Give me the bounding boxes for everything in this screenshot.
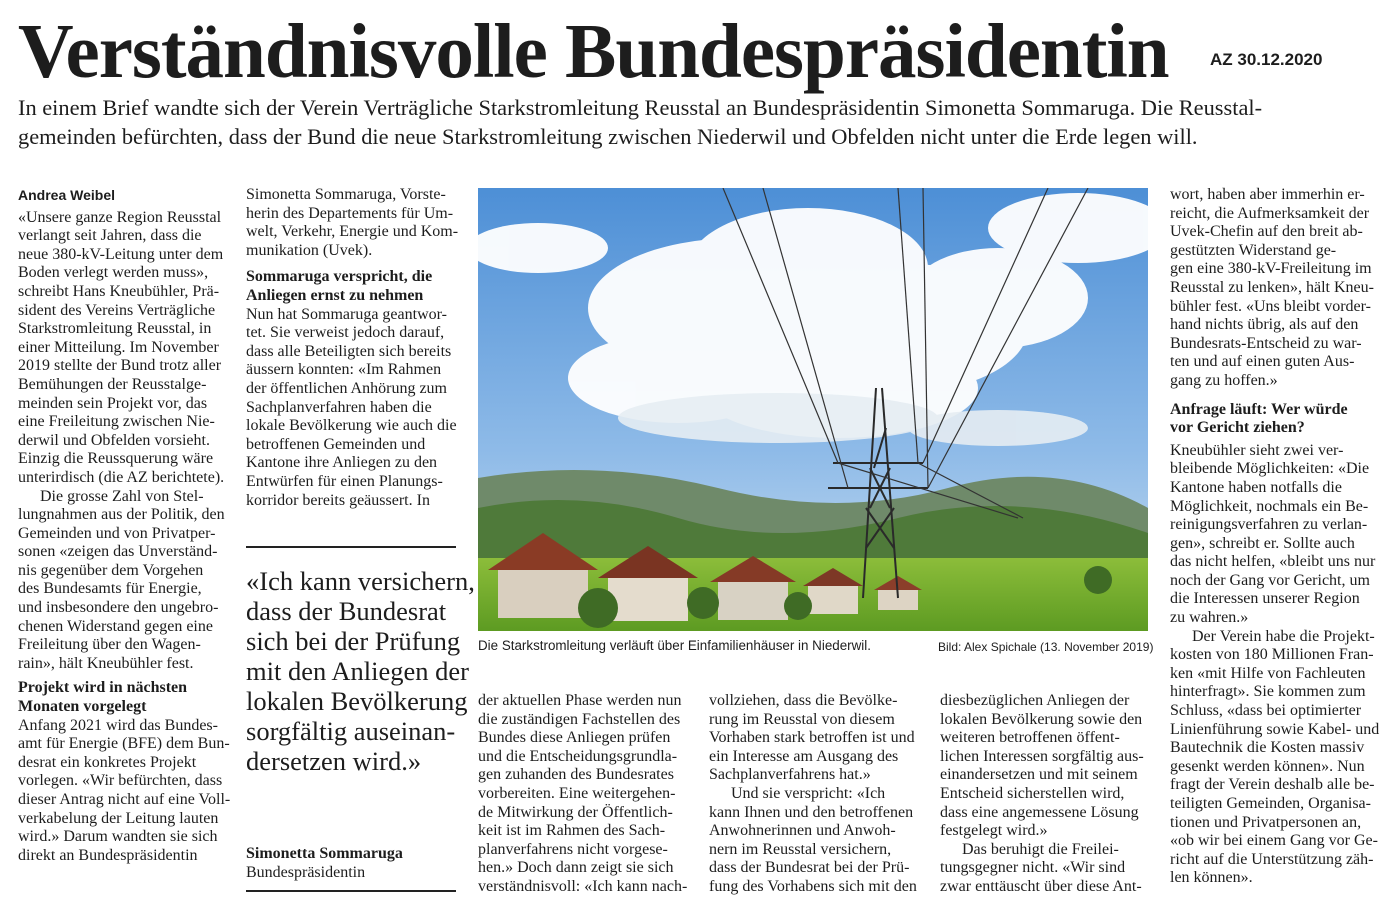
text-line: noch der Gang vor Gericht, um [1170, 571, 1370, 589]
text-line: reinigungsverfahren zu verlan- [1170, 516, 1368, 534]
text-line: herin des Departements für Um- [246, 204, 454, 222]
text-line: gestützten Widerstand ge- [1170, 241, 1337, 259]
text-line: Entwürfen für einen Planungs- [246, 472, 443, 490]
text-line: und die Entscheidungsgrundla- [478, 747, 678, 765]
text-line: und insbesondere den ungebro- [18, 599, 219, 617]
text-line: chenen Widerstand gegen eine [18, 617, 213, 635]
text-line: lungnahmen aus der Politik, den [18, 506, 225, 524]
column-2b-text [246, 306, 458, 511]
text-line: des Bundesamts für Energie, [18, 580, 202, 598]
text-line: zwar enttäuscht über diese Ant- [940, 877, 1142, 895]
text-line: gang zu hoffen.» [1170, 371, 1278, 389]
column-2-text [246, 186, 458, 260]
text-line: verlangt seit Jahren, dass die [18, 227, 202, 245]
quote-author: Simonetta Sommaruga Bundespräsidentin [246, 845, 403, 881]
text-line: richt auf die Unterstützung zäh- [1170, 850, 1374, 868]
text-line: Linienführung sowie Kabel- und [1170, 720, 1380, 738]
text-line: gesenkt werden können». Nun [1170, 757, 1365, 775]
text-line: rain», hält Kneubühler fest. [18, 654, 194, 672]
text-line: zu wahren.» [1170, 609, 1249, 627]
lead-line: gemeinden befürchten, dass der Bund die neue Starkstromleitung zwischen Niederwil und Obfelden nicht unter die Erde legen will. [18, 124, 1198, 149]
text-line: eine Freileitung zwischen Nie- [18, 413, 215, 431]
quote-rule-bottom [246, 890, 456, 892]
text-line: ken «mit Hilfe von Fachleuten [1170, 664, 1366, 682]
text-line: teiligten Gemeinden, Organisa- [1170, 795, 1371, 812]
text-line: Kantone haben notfalls die [1170, 478, 1342, 496]
text-line: Kantone ihre Anliegen zu den [246, 454, 438, 472]
column-1-text [18, 209, 230, 674]
text-line: Vorhaben stark betroffen ist und [709, 729, 915, 747]
quote-rule-top [246, 546, 456, 548]
text-line: Nun hat Sommaruga geantwor- [246, 305, 447, 323]
subheading-3: Anfrage läuft: Wer würde vor Gericht ziehen? [1170, 400, 1348, 437]
column-1b-text [18, 717, 230, 866]
power-line-photo [478, 188, 1148, 631]
text-line: ten und auf einen guten Aus- [1170, 353, 1355, 371]
text-line: tionen und Privatpersonen an, [1170, 813, 1362, 831]
text-line: munikation (Uvek). [246, 241, 373, 259]
text-line: fung des Vorhabens sich mit den [709, 877, 917, 895]
lead-paragraph [18, 93, 1388, 151]
text-line: vollziehen, dass die Bevölke- [709, 692, 898, 709]
text-line: dass alle Beteiligten sich bereits [246, 342, 452, 360]
text-line: rung im Reusstal von diesem [709, 710, 895, 728]
text-line: dass eine angemessene Lösung [940, 803, 1139, 821]
text-line: len können». [1170, 869, 1253, 887]
text-line: Bundesrats-Entscheid zu war- [1170, 334, 1362, 352]
text-line: dieser Antrag nicht auf eine Voll- [18, 791, 231, 808]
text-line: reicht, die Aufmerksamkeit der [1170, 204, 1370, 222]
text-line: festgelegt wird.» [940, 822, 1048, 840]
column-4 [709, 692, 917, 897]
text-line: verkabelung der Leitung lauten [18, 809, 219, 827]
text-line: tungsgegner nicht. «Wir sind [940, 859, 1126, 877]
subheading-1: Projekt wird in nächsten Monaten vorgelegt [18, 679, 188, 716]
lead-line: In einem Brief wandte sich der Verein Verträgliche Starkstromleitung Reusstal an Bundespräsidentin Simonetta Sommaruga. Die Reusstal- [18, 95, 1263, 120]
text-line: Starkstromleitung Reusstal, in [18, 320, 212, 338]
text-line: sident des Vereins Verträgliche [18, 301, 216, 319]
author: Andrea Weibel [18, 187, 115, 203]
text-line: hen.» Doch dann zeigt sie sich [478, 859, 674, 877]
text-line: tet. Sie verweist jedoch darauf, [246, 324, 445, 342]
text-line: Sachplanverfahren haben die [246, 398, 432, 416]
text-line: der aktuellen Phase werden nun [478, 692, 682, 709]
text-line: unterirdisch (die AZ berichtete). [18, 468, 225, 486]
source-date: AZ 30.12.2020 [1210, 50, 1323, 69]
text-line: Reusstal zu lenken», hält Kneu- [1170, 278, 1374, 296]
text-line: betroffenen Gemeinden und [246, 435, 426, 453]
headline: Verständnisvolle Bundespräsidentin [18, 8, 1169, 94]
text-line: verständnisvoll: «Ich kann nach- [478, 877, 688, 895]
photo-credit: Bild: Alex Spichale (13. November 2019) [938, 640, 1154, 654]
article-photo [478, 188, 1148, 631]
text-line: Anfang 2021 wird das Bundes- [18, 716, 218, 734]
text-line: Die grosse Zahl von Stel- [40, 487, 204, 505]
text-line: planverfahrens nicht vorgese- [478, 840, 668, 858]
text-line: gen eine 380-kV-Freileitung im [1170, 260, 1372, 278]
text-line: sonen «zeigen das Unverständ- [18, 543, 218, 561]
text-line: nis gegenüber dem Vorgehen [18, 561, 204, 579]
text-line: äussern konnten: «Im Rahmen [246, 361, 442, 379]
text-line: hand nichts übrig, als auf den [1170, 316, 1359, 334]
text-line: neue 380-kV-Leitung unter dem [18, 245, 224, 263]
text-line: Schluss, «dass bei optimierter [1170, 702, 1362, 720]
text-line: direkt an Bundespräsidentin [18, 846, 198, 864]
text-line: Der Verein habe die Projekt- [1192, 627, 1375, 645]
text-line: Bemühungen der Reusstalge- [18, 375, 207, 393]
text-line: 2019 stellte der Bund trotz aller [18, 357, 222, 375]
text-line: derwil und Obfelden vorsieht. [18, 431, 210, 449]
text-line: meinden sein Projekt vor, das [18, 394, 208, 412]
text-line: Freileitung über den Wagen- [18, 636, 201, 654]
text-line: vorlegen. «Wir befürchten, dass [18, 772, 223, 790]
text-line: Anwohnerinnen und Anwoh- [709, 822, 896, 840]
column-5 [940, 692, 1144, 897]
text-line: lokalen Bevölkerung sowie den [940, 710, 1143, 728]
text-line: der öffentlichen Anhörung zum [246, 379, 447, 397]
text-line: Und sie verspricht: «Ich [731, 784, 886, 802]
text-line: Kneubühler sieht zwei ver- [1170, 441, 1344, 459]
text-line: Das beruhigt die Freilei- [962, 840, 1119, 858]
text-line: vorbereiten. Eine weitergehen- [478, 784, 676, 802]
text-line: welt, Verkehr, Energie und Kom- [246, 223, 459, 241]
text-line: Boden verlegt werden muss», [18, 264, 209, 282]
text-line: lokale Bevölkerung wie auch die [246, 417, 457, 435]
photo-caption: Die Starkstromleitung verläuft über Einfamilienhäuser in Niederwil. [478, 638, 871, 653]
text-line: die zuständigen Fachstellen des [478, 710, 681, 728]
text-line: keit ist im Rahmen des Sach- [478, 822, 666, 840]
text-line: schreibt Hans Kneubühler, Prä- [18, 282, 220, 300]
text-line: nern im Reusstal versichern, [709, 840, 892, 858]
text-line: kann Ihnen und den betroffenen [709, 803, 914, 821]
text-line: hinterfragt». Sie kommen zum [1170, 683, 1366, 701]
text-line: de Mitwirkung der Öffentlich- [478, 803, 673, 821]
text-line: lichen Interessen sorgfältig aus- [940, 747, 1144, 765]
text-line: gen», schreibt er. Sollte auch [1170, 534, 1355, 552]
text-line: einer Mitteilung. Im November [18, 338, 219, 356]
text-line: Möglichkeit, nochmals ein Be- [1170, 497, 1369, 515]
text-line: amt für Energie (BFE) dem Bun- [18, 735, 230, 753]
text-line: fragt der Verein deshalb alle be- [1170, 776, 1375, 794]
text-line: bleibende Möglichkeiten: «Die [1170, 460, 1370, 478]
text-line: «Unsere ganze Region Reusstal [18, 208, 222, 226]
column-3 [478, 692, 687, 897]
text-line: wort, haben aber immerhin er- [1170, 186, 1365, 203]
text-line: Sachplanverfahrens hat.» [709, 766, 871, 784]
column-6 [1170, 186, 1379, 888]
text-line: Uvek-Chefin auf den breit ab- [1170, 223, 1363, 241]
text-line: kosten von 180 Millionen Fran- [1170, 646, 1374, 664]
pull-quote: «Ich kann versichern, dass der Bundesrat sich bei der Prüfung mit den Anliegen der lokalen Bevölkerung sorgfältig auseinan- dersetzen wird.» [246, 566, 475, 776]
column-1 [18, 186, 230, 865]
text-line: einandersetzen und mit seinem [940, 766, 1138, 784]
text-line: Simonetta Sommaruga, Vorste- [246, 186, 446, 203]
text-line: Bundes diese Anliegen prüfen [478, 729, 671, 747]
text-line: Bautechnik die Kosten massiv [1170, 739, 1365, 757]
text-line: dass der Bundesrat bei der Prü- [709, 859, 910, 877]
text-line: bühler fest. «Uns bleibt vorder- [1170, 297, 1371, 315]
text-line: «ob wir bei einem Gang vor Ge- [1170, 832, 1378, 850]
text-line: weiteren betroffenen öffent- [940, 729, 1120, 747]
text-line: Gemeinden und von Privatper- [18, 524, 216, 542]
text-line: Einzig die Reussquerung wäre [18, 450, 214, 468]
text-line: desrat ein konkretes Projekt [18, 753, 197, 771]
text-line: ein Interesse am Ausgang des [709, 747, 899, 765]
text-line: die Interessen unserer Region [1170, 590, 1360, 608]
text-line: gen zuhanden des Bundesrates [478, 766, 674, 784]
text-line: Entscheid sicherstellen wird, [940, 784, 1125, 802]
text-line: das nicht helfen, «bleibt uns nur [1170, 553, 1376, 571]
text-line: wird.» Darum wandten sie sich [18, 828, 218, 846]
column-2 [246, 186, 458, 510]
text-line: korridor bereits geäussert. In [246, 491, 430, 509]
text-line: diesbezüglichen Anliegen der [940, 692, 1130, 709]
subheading-2: Sommaruga verspricht, die Anliegen ernst zu nehmen [246, 268, 433, 304]
